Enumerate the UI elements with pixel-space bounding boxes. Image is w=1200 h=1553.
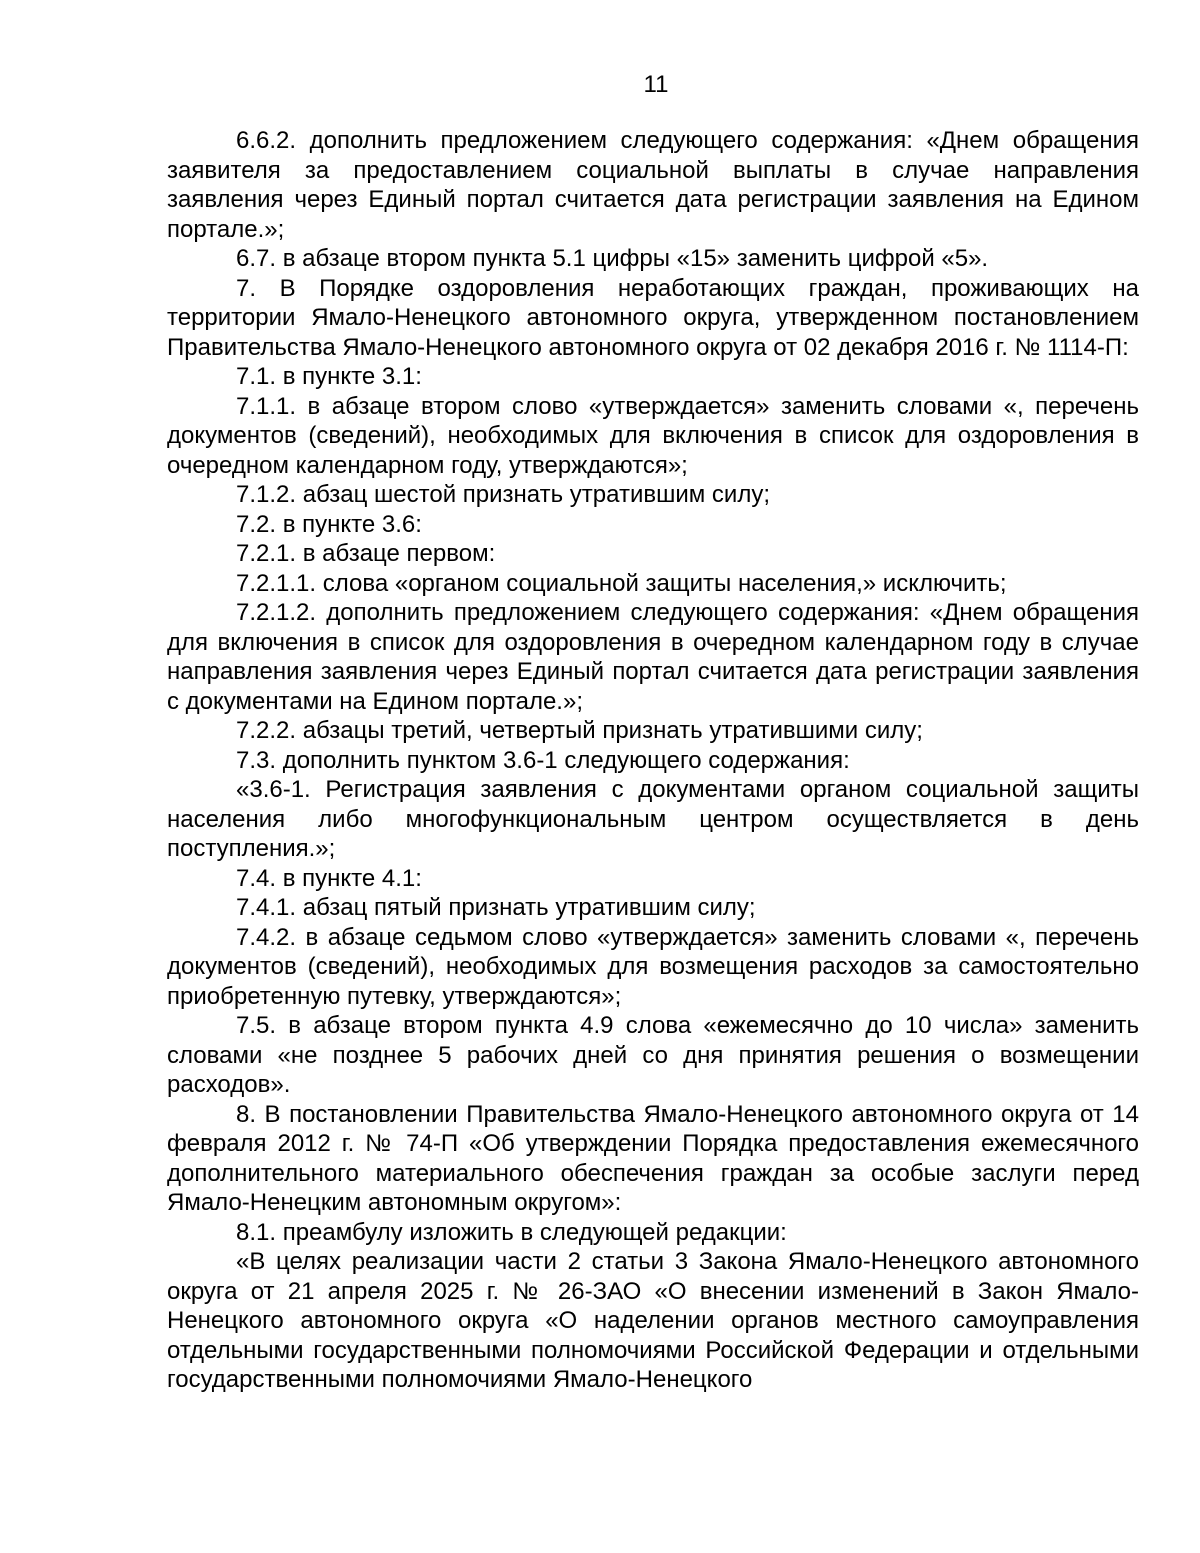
paragraph-7-1-2: 7.1.2. абзац шестой признать утратившим силу; [236, 481, 770, 508]
page-number: 11 [643, 71, 669, 98]
paragraph-7-1: 7.1. в пункте 3.1: [236, 363, 422, 390]
paragraph-3-6-1-quote: «3.6-1. Регистрация заявления с документами органом социальной защиты населения либо многофункциональным центром осуществляется в день поступления.»; [167, 776, 1139, 862]
paragraph-6-6-2: 6.6.2. дополнить предложением следующего содержания: «Днем обращения заявителя за предоставлением социальной выплаты в случае направления заявления через Единый портал считается дата регистрации заявления на Едином портале.»; [167, 127, 1139, 243]
paragraph-7-2: 7.2. в пункте 3.6: [236, 510, 422, 538]
paragraph-7-4-2: 7.4.2. в абзаце седьмом слово «утверждается» заменить словами «, перечень документов (сведений), необходимых для возмещения расходов за самостоятельно приобретенную путевку, утверждаются»; [167, 923, 1139, 1010]
paragraph-7-3: 7.3. дополнить пунктом 3.6-1 следующего содержания: [236, 746, 850, 774]
paragraph-7-1-1: 7.1.1. в абзаце втором слово «утверждается» заменить словами «, перечень документов (сведений), необходимых для включения в список для оздоровления в очередном календарном году, утверждаются»; [167, 392, 1139, 479]
paragraph-8-1: 8.1. преамбулу изложить в следующей редакции: [236, 1218, 787, 1246]
paragraph-7-2-1-1: 7.2.1.1. слова «органом социальной защиты населения,» исключить; [236, 569, 1007, 597]
document-body [167, 126, 1139, 1395]
paragraph-7-2-2: 7.2.2. абзацы третий, четвертый признать утратившими силу; [236, 717, 923, 744]
paragraph-6-7: 6.7. в абзаце втором пункта 5.1 цифры «15» заменить цифрой «5». [236, 245, 989, 272]
paragraph-7-2-1-2: 7.2.1.2. дополнить предложением следующего содержания: «Днем обращения для включения в список для оздоровления в очередном календарном году в случае направления заявления через Единый портал считается дата регистрации заявления с документами на Едином портале.»; [167, 599, 1139, 715]
paragraph-7-4-1: 7.4.1. абзац пятый признать утратившим силу; [236, 894, 756, 921]
paragraph-7: 7. В Порядке оздоровления неработающих граждан, проживающих на территории Ямало-Ненецкого автономного округа, утвержденном постановлением Правительства Ямало-Ненецкого автономного округа от 02 декабря 2016 г. № 1114-П: [167, 274, 1139, 361]
paragraph-7-5: 7.5. в абзаце втором пункта 4.9 слова «ежемесячно до 10 числа» заменить словами «не позднее 5 рабочих дней со дня принятия решения о возмещении расходов». [167, 1012, 1139, 1098]
paragraph-7-4: 7.4. в пункте 4.1: [236, 864, 422, 892]
paragraph-7-2-1: 7.2.1. в абзаце первом: [236, 540, 496, 567]
paragraph-preamble-quote: «В целях реализации части 2 статьи 3 Закона Ямало-Ненецкого автономного округа от 21 апреля 2025 г. № 26-ЗАО «О внесении изменений в Закон Ямало-Ненецкого автономного округа «О наделении органов местного самоуправления отдельными государственными полномочиями Российской Федерации и отдельными государственными полномочиями Ямало-Ненецкого [167, 1248, 1139, 1393]
paragraph-8: 8. В постановлении Правительства Ямало-Ненецкого автономного округа от 14 февраля 2012 г. № 74-П «Об утверждении Порядка предоставления ежемесячного дополнительного материального обеспечения граждан за особые заслуги перед Ямало-Ненецким автономным округом»: [167, 1100, 1139, 1216]
